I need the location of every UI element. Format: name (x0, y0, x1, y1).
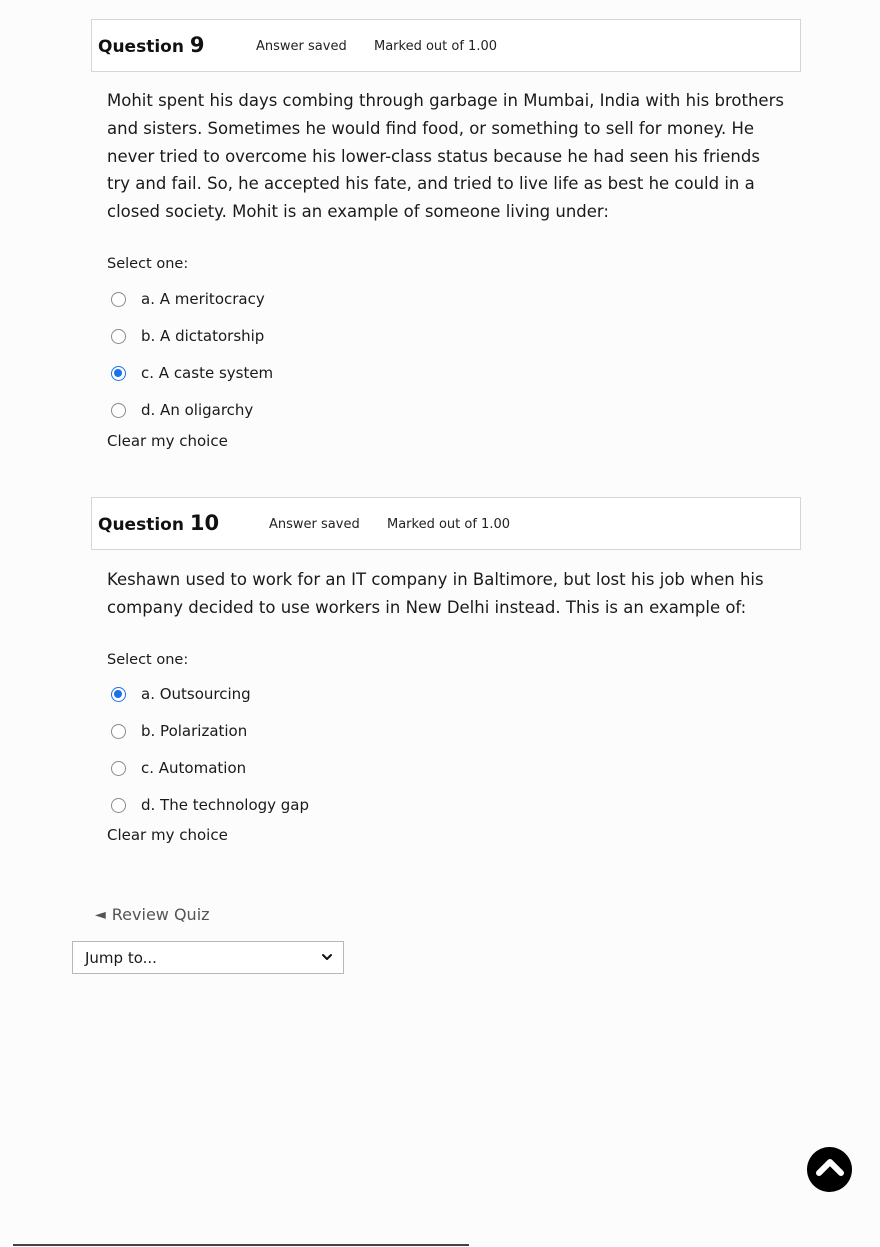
question-9-info-header (91, 19, 801, 72)
question-10-state: Answer saved (269, 517, 360, 532)
question-9-number (98, 33, 205, 57)
question-10-option-c[interactable] (111, 756, 246, 780)
question-9-clear-choice-link[interactable]: Clear my choice (107, 432, 228, 450)
question-9-option-b[interactable] (111, 324, 264, 348)
chevron-down-icon (321, 949, 333, 967)
question-label: Question (98, 515, 184, 535)
question-10-option-d[interactable] (111, 793, 309, 817)
question-10-option-a[interactable] (111, 682, 251, 706)
option-label: c. A caste system (141, 364, 274, 382)
radio-button[interactable] (111, 798, 126, 813)
divider-line (13, 1244, 469, 1246)
chevron-up-icon (814, 1152, 846, 1188)
question-9-grade: Marked out of 1.00 (374, 39, 498, 54)
question-9-option-d[interactable] (111, 398, 253, 422)
option-label: c. Automation (141, 759, 247, 777)
question-10-grade: Marked out of 1.00 (387, 517, 511, 532)
radio-button-checked[interactable] (111, 366, 126, 381)
question-10-prompt: Select one: (107, 652, 189, 668)
left-arrow-icon: ◄ (95, 906, 106, 923)
question-9-state: Answer saved (256, 39, 347, 54)
jump-to-label: Jump to... (85, 948, 157, 967)
review-quiz-label: Review Quiz (111, 905, 210, 924)
jump-to-select[interactable] (72, 941, 344, 974)
back-to-top-button[interactable] (807, 1147, 852, 1192)
radio-button[interactable] (111, 761, 126, 776)
radio-button[interactable] (111, 724, 126, 739)
question-10-info-header (91, 497, 801, 550)
radio-button[interactable] (111, 292, 126, 307)
question-9-prompt: Select one: (107, 256, 189, 272)
question-9-text: Mohit spent his days combing through garbage in Mumbai, India with his brothers and sisters. Sometimes he would find food, or something to sell for money. He never tried to overcome his lower-class status because he had seen his friends try and fail. So, he accepted his fate, and tried to live life as best he could in a closed society. Mohit is an example of someone living under: (107, 91, 784, 222)
question-9-option-a[interactable] (111, 287, 265, 311)
option-label: d. The technology gap (141, 796, 310, 814)
question-10-number (98, 511, 219, 535)
question-number-value: 10 (189, 511, 220, 535)
question-number-value: 9 (189, 33, 205, 57)
radio-button-checked[interactable] (111, 687, 126, 702)
question-10-text: Keshawn used to work for an IT company in Baltimore, but lost his job when his company decided to use workers in New Delhi instead. This is an example of: (107, 570, 764, 617)
review-quiz-link[interactable] (95, 905, 210, 924)
question-10-option-b[interactable] (111, 719, 247, 743)
question-label: Question (98, 37, 184, 57)
option-label: b. Polarization (141, 722, 248, 740)
question-10-clear-choice-link[interactable]: Clear my choice (107, 826, 228, 844)
option-label: d. An oligarchy (141, 401, 254, 419)
radio-button[interactable] (111, 403, 126, 418)
option-label: b. A dictatorship (141, 327, 265, 345)
option-label: a. A meritocracy (141, 290, 265, 308)
radio-button[interactable] (111, 329, 126, 344)
option-label: a. Outsourcing (141, 685, 251, 703)
question-9-option-c[interactable] (111, 361, 273, 385)
